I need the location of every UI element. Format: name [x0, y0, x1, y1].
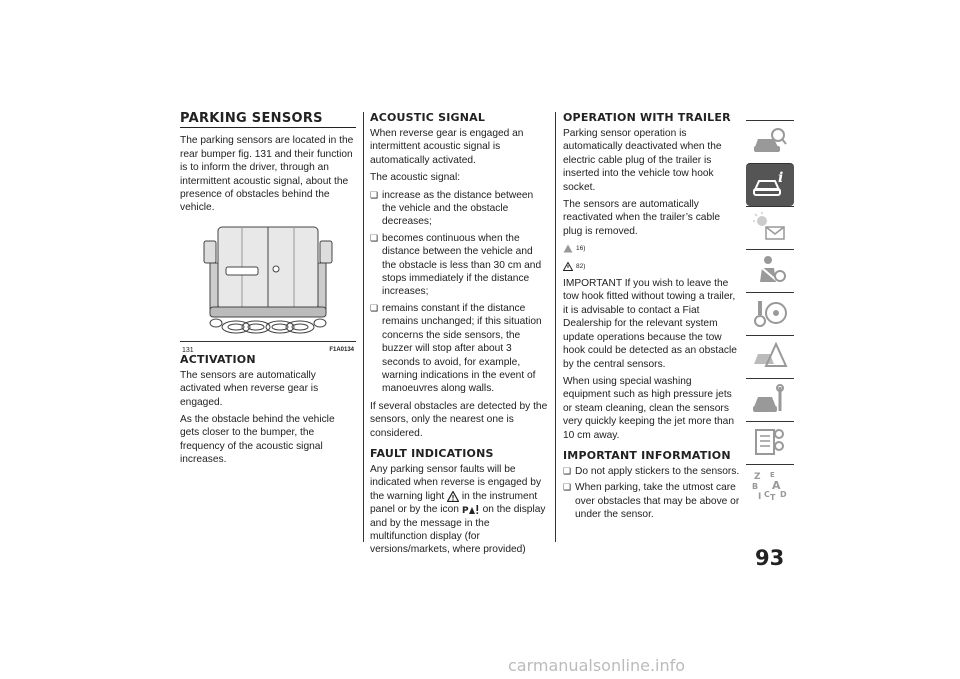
- column-divider-1: [363, 112, 364, 542]
- fault-text-b: in the instrument panel or by the icon: [370, 490, 538, 516]
- svg-text:Z: Z: [754, 472, 761, 482]
- fault-paragraph: [370, 463, 548, 557]
- car-tools-icon: [752, 383, 788, 415]
- van-rear-illustration: [180, 223, 356, 341]
- car-search-icon: [752, 125, 788, 157]
- list-item: ❏ remains constant if the distance remains unchanged; if this situation concerns the side sensors, the buzzer will stop after about 3 seconds to avoid, for example, warning indications in the event of manoeuvres along walls.: [370, 302, 548, 396]
- trailer-paragraph-1: Parking sensor operation is automatically deactivated when the electric cable plug of the trailer is inserted into the vehicle tow hook socket.: [563, 128, 722, 193]
- list-item: ❏ becomes continuous when the distance between the vehicle and the obstacle is less than 30 cm and stops immediately if the distance increases;: [370, 232, 548, 299]
- attention-hand-icon: [563, 244, 573, 253]
- light-mail-icon: [752, 211, 788, 243]
- reference-note-2: [563, 260, 741, 273]
- trailer-paragraph-2: The sensors are automatically reactivated when the trailer’s cable plug is removed.: [563, 199, 721, 237]
- section-title-fault-indications: FAULT INDICATIONS: [370, 446, 494, 460]
- tab-maintenance[interactable]: [746, 378, 794, 421]
- tab-safety[interactable]: [746, 249, 794, 292]
- list-item: ❏ Do not apply stickers to the sensors.: [563, 465, 741, 478]
- column-2: [370, 112, 548, 561]
- figure-number: 131: [182, 346, 194, 354]
- parking-sensor-fault-icon: [462, 504, 480, 515]
- tab-emergency[interactable]: [746, 335, 794, 378]
- section-title-activation: ACTIVATION: [180, 352, 256, 366]
- important-paragraph: IMPORTANT If you wish to leave the tow hook fitted without towing a trailer, it is advisable to contact a Fiat Dealership for the relevant system update operations because the tow hook could be detected as an obstacle by the central sensors.: [563, 278, 737, 370]
- list-item: ❏ When parking, take the utmost care over obstacles that may be above or under the sensor.: [563, 481, 741, 521]
- car-info-icon: [752, 168, 788, 200]
- reference-number: 16): [576, 245, 586, 253]
- column-divider-2: [555, 112, 556, 542]
- key-steering-icon: [752, 297, 788, 329]
- svg-text:C: C: [764, 490, 770, 499]
- tab-technical-specifications[interactable]: [746, 421, 794, 464]
- svg-text:A: A: [772, 479, 781, 492]
- svg-text:T: T: [770, 493, 776, 501]
- section-title-operation-with-trailer: OPERATION WITH TRAILER: [563, 111, 731, 124]
- fault-text-c: on the display and by the message in the multifunction display (for versions/markets, where provided): [370, 504, 546, 556]
- section-title-parking-sensors: PARKING SENSORS: [180, 112, 356, 128]
- tab-knowing-vehicle[interactable]: [746, 163, 794, 206]
- reference-number: 82): [576, 262, 586, 270]
- tab-getting-to-know[interactable]: [746, 120, 794, 163]
- tab-warning-lights[interactable]: [746, 206, 794, 249]
- chapter-tabs: [746, 120, 796, 507]
- alphabet-index-icon: [752, 469, 788, 501]
- car-warning-icon: [752, 340, 788, 372]
- svg-text:I: I: [758, 492, 762, 501]
- intro-paragraph: The parking sensors are located in the rear bumper fig. 131 and their function is to inform the driver, through an intermittent acoustic signal, about the presence of obstacles behind the vehicle.: [180, 135, 354, 214]
- acoustic-paragraph-3: If several obstacles are detected by the sensors, only the nearest one is considered.: [370, 400, 548, 439]
- svg-text:E: E: [770, 471, 775, 479]
- acoustic-paragraph-2: The acoustic signal:: [370, 172, 461, 184]
- figure-131: [180, 223, 356, 354]
- important-information-list: [563, 465, 741, 522]
- section-title-acoustic-signal: ACOUSTIC SIGNAL: [370, 111, 486, 124]
- activation-paragraph-2: As the obstacle behind the vehicle gets closer to the bumper, the frequency of the acoustic signal increases.: [180, 414, 335, 466]
- figure-code: F1A0134: [329, 346, 354, 353]
- acoustic-list: [370, 189, 548, 396]
- svg-text:D: D: [780, 490, 787, 499]
- watermark: carmanualsonline.info: [508, 656, 686, 675]
- reference-note-1: [563, 242, 741, 255]
- warning-triangle-icon: [563, 262, 573, 271]
- acoustic-paragraph-1: When reverse gear is engaged an intermittent acoustic signal is automatically activated.: [370, 128, 524, 166]
- section-title-important-information: IMPORTANT INFORMATION: [563, 448, 731, 462]
- warning-triangle-icon: [447, 491, 459, 502]
- list-gear-icon: [752, 426, 788, 458]
- svg-text:B: B: [752, 482, 759, 491]
- list-item: ❏ increase as the distance between the vehicle and the obstacle decreases;: [370, 189, 548, 229]
- tab-index[interactable]: [746, 464, 794, 507]
- svg-text:i: i: [778, 170, 784, 186]
- washing-paragraph: When using special washing equipment such as high pressure jets or steam cleaning, clean the sensors very quickly keeping the jet more than 10 cm away.: [563, 375, 735, 441]
- column-3: [563, 112, 741, 526]
- tab-starting-driving[interactable]: [746, 292, 794, 335]
- page-number: 93: [755, 546, 785, 570]
- fault-text-a: Any parking sensor faults will be indicated when reverse is engaged by the warning light: [370, 463, 542, 502]
- activation-paragraph-1: The sensors are automatically activated when reverse gear is engaged.: [180, 369, 319, 408]
- column-1: [180, 112, 356, 471]
- svg-text:P: P: [461, 505, 469, 515]
- person-seatbelt-icon: [752, 254, 788, 286]
